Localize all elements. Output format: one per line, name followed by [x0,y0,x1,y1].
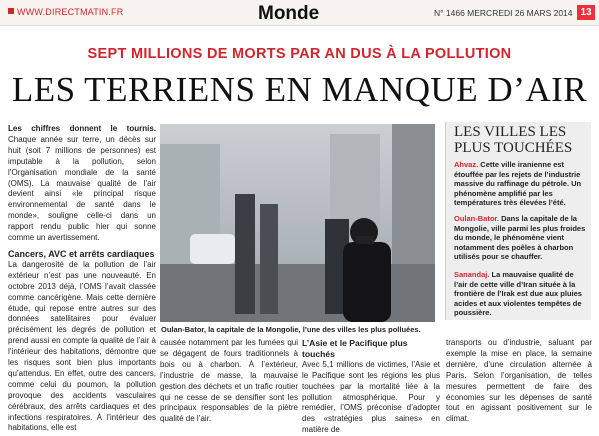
body-text: La dangerosité de la pollution de l’air extérieur n’est pas une nouveauté. En octobre 2013 déjà, l’OMS l’avait classée comme cancérigène. Mais cette dernière étude, qui repose entre autres sur des données satellitaires pour évaluer précisément les degrés de pollution et prend aussi en compte la qualité de l’air à l’intérieur des habitations, démontre que les risques sont bien plus importants qu’attendus. En effet, outre des cancers, comme celui du poumon, la pollution provoque des accidents vasculaires cérébraux, des arrêts cardiaques et des infections respiratoires. À l’intérieur des habitations, elle est [8,259,156,433]
city-description: Cette ville iranienne est étouffée par les rejets de l’industrie massive du raffinage du pétrole. Un phénomène amplifié par les températures très élevées l’été. [454,160,582,208]
issue-info: N° 1466 MERCREDI 26 MARS 2014 [434,8,573,18]
city-description: La mauvaise qualité de l’air de cette ville d’Iran située à la frontière de l’Irak est due aux pluies acides et aux violentes tempêtes de poussière. [454,270,582,318]
site-url[interactable] [8,7,123,17]
column-1 [8,124,156,434]
top-bar [0,0,599,26]
sidebar-item [454,160,586,208]
lead-text: Chaque année sur terre, un décès sur huit (soit 7 millions de personnes) est imputable à la pollution, selon l’Organisation mondiale de la santé (OMS). La mauvaise qualité de l’air devient ainsi «le principal risque environnemental de santé dans le monde», souligne celle-ci dans un rapport rendu public hier qui sonne comme un avertissement. [8,134,156,243]
sidebar-item [454,214,586,262]
headline: LES TERRIENS EN MANQUE D’AIR [11,70,588,109]
sidebar-title: LES VILLES LES PLUS TOUCHÉES [454,124,573,156]
body-text: causée notamment par les fumées qui se dégagent de fours traditionnels à bois ou à charbon. À l’extérieur, l’industrie de masse, la mauvaise gestion des déchets et un trafic routier qui ne cesse de se densifier sont les principaux responsables de la piètre qualité de l’air. [160,338,298,424]
site-url-text: WWW.DIRECTMATIN.FR [17,7,124,17]
section-title: Monde [258,3,320,24]
body-text: transports ou d’industrie, saluant par exemple la mise en place, la semaine dernière, d’une circulation alternée à Paris. Selon l’organisation, de telles mesures permettent de faire des économies sur les dépenses de santé tout en agissant positivement sur le climat. [446,338,592,424]
red-square-icon [8,8,14,14]
smog-street-scene [160,124,435,322]
kicker: SEPT MILLIONS DE MORTS PAR AN DUS À LA POLLUTION [87,46,512,62]
city-name: Oulan-Bator. [454,214,500,223]
lead-paragraph [8,124,156,244]
sidebar-item [454,270,586,318]
body-text: Avec 5,1 millions de victimes, l’Asie et le Pacifique sont les régions les plus touchées par la mortalité liée à la pollution atmosphérique. Pour y remédier, l’OMS préconise d’adopter des «stratégies plus saines» en matière de [302,359,440,435]
column-3 [302,338,440,436]
city-name: Ahvaz. [454,160,479,169]
column-4 [446,338,592,425]
sidebar-box [445,122,591,320]
page-number: 13 [577,5,595,20]
photo-caption: Oulan-Bator, la capitale de la Mongolie, l’une des villes les plus polluées. [161,325,421,334]
photo-credit: © NEWSCOM/SIPA [584,349,590,394]
subhead-cancers: Cancers, AVC et arrêts cardiaques [8,248,155,259]
city-description: Dans la capitale de la Mongolie, ville parmi les plus froides du monde, le phénomène vient notamment des poêles à charbon utilisés pour se chauffer. [454,214,586,262]
lead-bold: Les chiffres donnent le tournis. [8,124,156,133]
subhead-asie: L’Asie et le Pacifique plus touchés [302,338,408,359]
city-name: Sanandaj. [454,270,490,279]
column-2 [160,338,298,425]
